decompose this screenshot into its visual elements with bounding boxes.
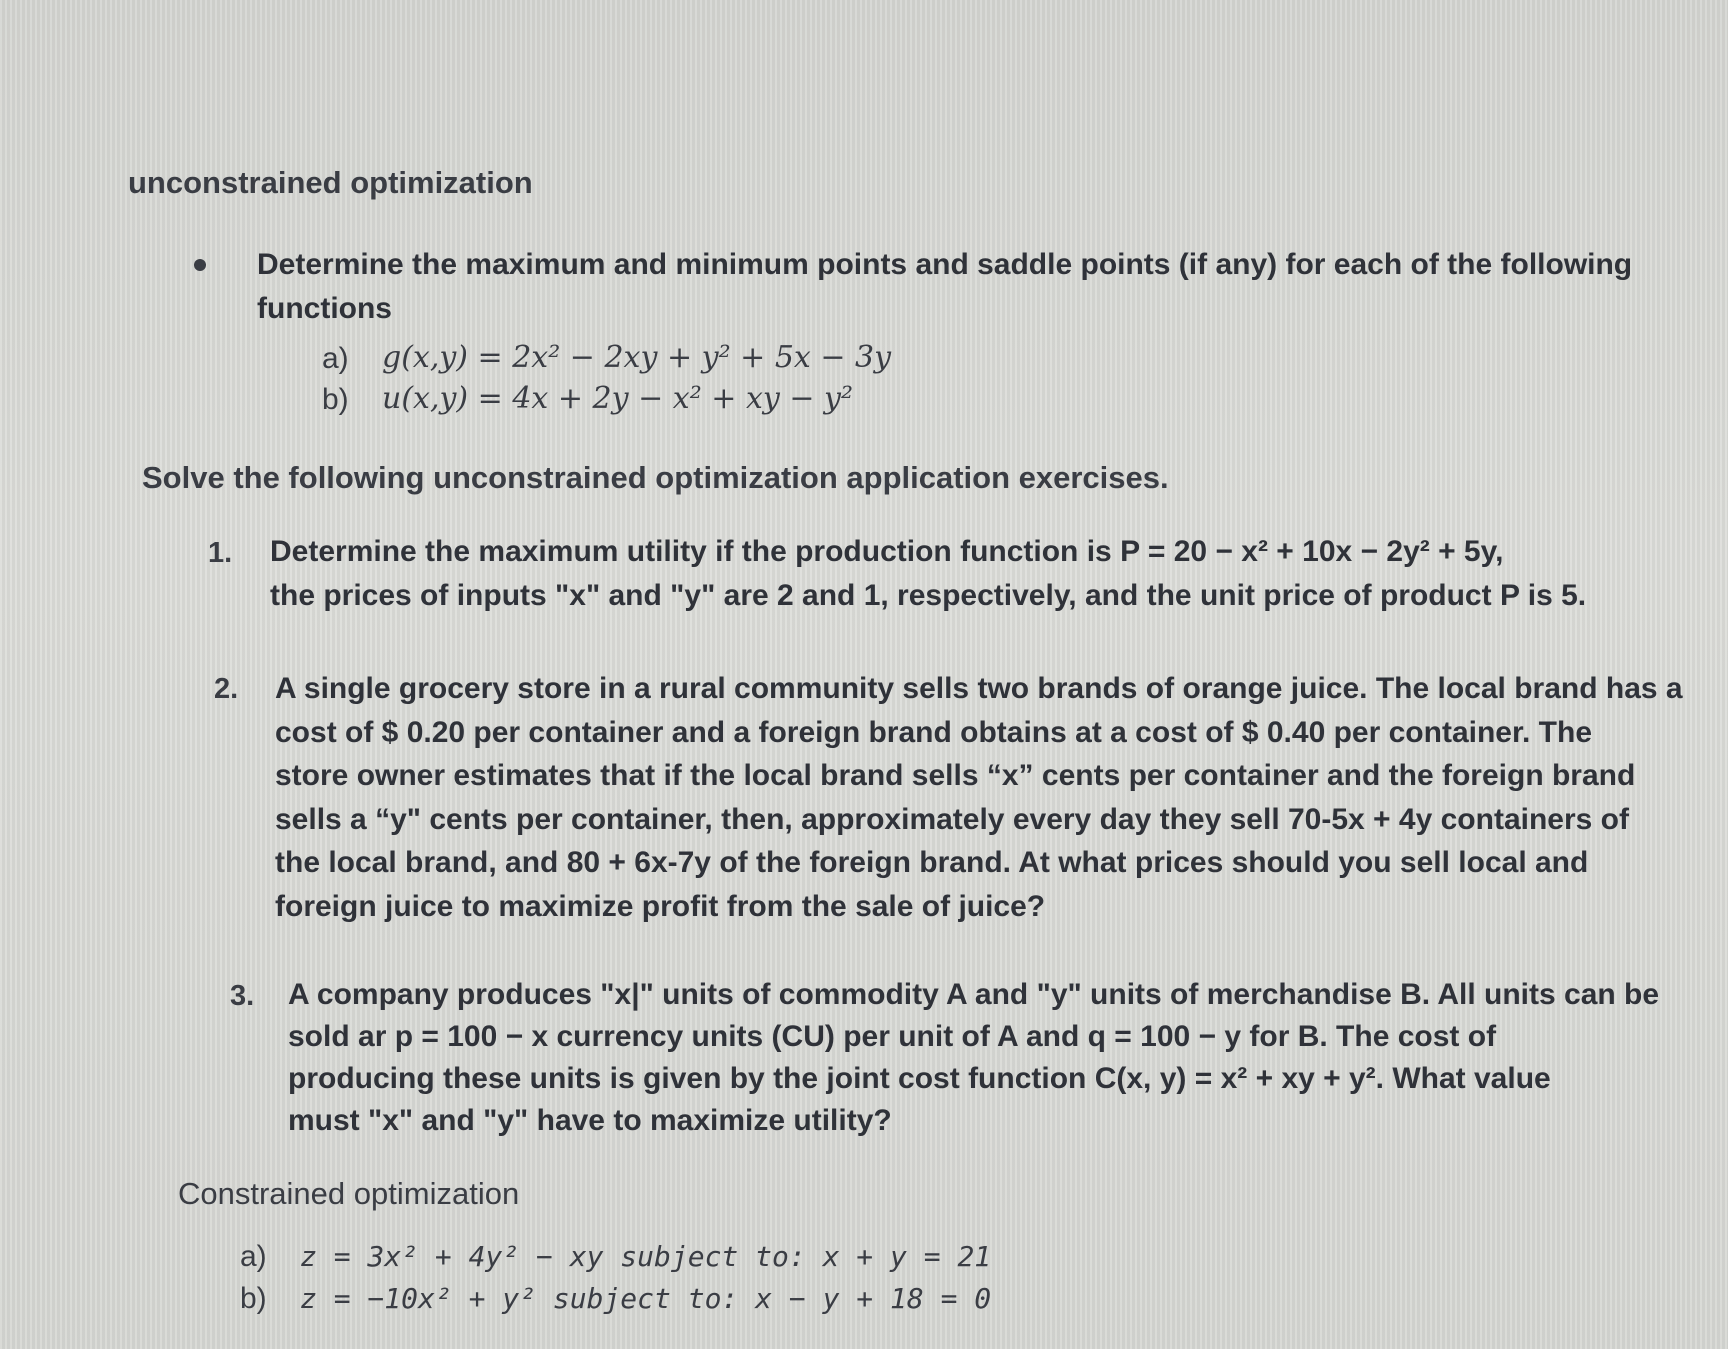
exercise-3-line: must "x" and "y" have to maximize utility? — [288, 1104, 892, 1137]
exercise-2-line: sells a “y" cents per container, then, approximately every day they sell 70-5x + 4y containers of — [275, 802, 1629, 836]
exercise-1-line: Determine the maximum utility if the production function is P = 20 − x² + 10x − 2y² + 5y, — [270, 535, 1504, 568]
constrained-a-label: a) — [240, 1240, 267, 1273]
exercise-2-line: store owner estimates that if the local brand sells “x” cents per container and the foreign brand — [275, 759, 1636, 792]
constrained-b-label: b) — [240, 1282, 267, 1315]
exercise-2-line: the local brand, and 80 + 6x-7y of the foreign brand. At what prices should you sell local and — [275, 846, 1589, 879]
section-title-constrained: Constrained optimization — [178, 1176, 520, 1211]
constrained-b-formula: z = −10x² + y² subject to: x − y + 18 = 0 — [300, 1282, 992, 1315]
exercise-2-line: foreign juice to maximize profit from the sale of juice? — [275, 889, 1046, 923]
item-a-label: a) — [322, 342, 349, 375]
bullet-icon — [194, 259, 206, 271]
exercise-3-text — [288, 974, 1708, 1142]
item-b-label: b) — [322, 383, 349, 416]
exercise-3-number: 3. — [230, 980, 255, 1012]
bullet-instruction — [257, 243, 1697, 331]
exercise-3-line: sold ar p = 100 − x currency units (CU) per unit of A and q = 100 − y for B. The cost of — [288, 1020, 1497, 1053]
exercise-2-text — [275, 667, 1715, 928]
bullet-line-1: Determine the maximum and minimum points and saddle points (if any) for each of the following — [257, 248, 1633, 281]
item-a-formula: g(x,y) = 2x² − 2xy + y² + 5x − 3y — [382, 340, 892, 375]
exercise-1-number: 1. — [208, 537, 233, 569]
constrained-a-formula: z = 3x² + 4y² − xy subject to: x + y = 21 — [300, 1240, 992, 1273]
exercise-3-line: producing these units is given by the joint cost function C(x, y) = x² + xy + y². What value — [288, 1062, 1551, 1095]
item-b-formula: u(x,y) = 4x + 2y − x² + xy − y² — [382, 381, 854, 416]
exercise-2-line: A single grocery store in a rural community sells two brands of orange juice. The local brand has a — [275, 672, 1683, 705]
exercise-2-line: cost of $ 0.20 per container and a foreign brand obtains at a cost of $ 0.40 per container. The — [275, 715, 1592, 749]
section-title-applications: Solve the following unconstrained optimization application exercises. — [142, 460, 1169, 495]
exercise-1-text — [270, 530, 1700, 618]
exercise-3-line: A company produces "x|" units of commodity A and "y" units of merchandise B. All units can be — [288, 978, 1660, 1011]
bullet-line-2: functions — [257, 292, 392, 325]
exercise-1-line: the prices of inputs "x" and "y" are 2 and 1, respectively, and the unit price of product P is 5. — [270, 579, 1587, 612]
exercise-2-number: 2. — [214, 673, 239, 705]
section-title-unconstrained: unconstrained optimization — [128, 165, 533, 200]
